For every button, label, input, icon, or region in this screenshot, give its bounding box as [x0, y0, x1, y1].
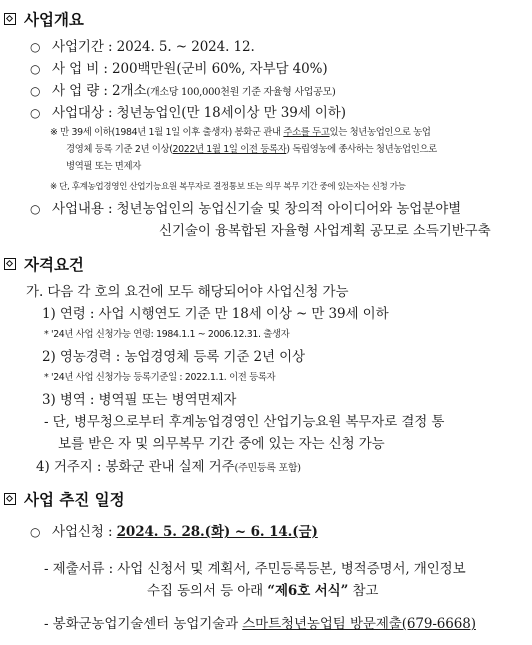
item-text: 사 업 량 : 2개소	[52, 83, 147, 99]
qualification-intro	[26, 280, 348, 300]
submit-office: 스마트청년농업팀 방문제출(679-6668)	[242, 616, 476, 632]
schedule-documents	[44, 557, 466, 577]
item-text: 2) 영농경력 : 농업경영체 등록 기준 2년 이상	[42, 349, 305, 365]
apply-date: 2024. 5. 28.(화) ~ 6. 14.(금)	[116, 524, 318, 540]
item-text: 사업기간 : 2024. 5. ~ 2024. 12.	[52, 39, 255, 55]
item-text: 3) 병역 : 병역필 또는 병역면제자	[42, 392, 237, 408]
circle-bullet-icon: ○	[30, 525, 41, 539]
note-text: 있는 청년농업인으로 농업	[329, 127, 431, 138]
qualification-age	[42, 302, 389, 322]
circle-bullet-icon: ○	[30, 202, 41, 216]
qualification-military	[42, 388, 236, 408]
item-text: 4) 거주지 : 봉화군 관내 실제 거주	[36, 459, 235, 475]
item-text: 사업내용 : 청년농업인의 농업신기술 및 창의적 아이디어와 농업분야별	[52, 201, 462, 217]
section-heading-qualification	[4, 253, 84, 275]
note-text: * '24년 사업 신청가능 연령: 1984.1.1 ~ 2006.12.31. 출생자	[44, 329, 290, 340]
item-text: - 제출서류 : 사업 신청서 및 계획서, 주민등록등본, 병적증명서, 개인정보	[44, 561, 466, 577]
qualification-military-exception	[44, 410, 444, 430]
list-item-budget	[30, 57, 328, 77]
item-text: 사업대상 : 청년농업인(만 18세이상 만 39세 이하)	[52, 105, 346, 121]
section-heading-schedule	[4, 488, 125, 510]
schedule-apply	[30, 520, 318, 540]
section-title: 자격요건	[24, 256, 84, 274]
note-underline: 주소를 두고	[283, 127, 330, 138]
form-reference: “제6호 서식”	[267, 583, 349, 599]
note-text: ) 독립영농에 종사하는 청년농업인으로	[286, 144, 437, 155]
item-text: 보를 받은 자 및 의무복무 기간 중에 있는 자는 신청 가능	[58, 436, 385, 452]
item-text: 가. 다음 각 호의 요건에 모두 해당되어야 사업신청 가능	[26, 284, 349, 300]
item-text: 참고	[348, 583, 379, 599]
schedule-submit	[44, 612, 476, 632]
note-text: * '24년 사업 신청가능 등록기준일 : 2022.1.1. 이전 등록자	[44, 372, 276, 383]
circle-bullet-icon: ○	[30, 62, 41, 76]
list-item-content-cont	[159, 219, 491, 239]
note-eligibility-line2	[66, 141, 437, 155]
list-item-target	[30, 101, 346, 121]
note-text: 경영체 등록 기준 2년 이상(	[66, 144, 173, 155]
qualification-residence	[36, 455, 301, 475]
note-text: ※ 만 39세 이하(1984년 1월 1일 이후 출생자) 봉화군 관내	[50, 127, 284, 138]
item-text: 1) 연령 : 사업 시행연도 기준 만 18세 이상 ~ 만 39세 이하	[42, 306, 389, 322]
note-text: ※ 단, 후계농업경영인 산업기능요원 복무자로 결정통보 또는 의무 복무 기간 중에 있는자는 신청 가능	[50, 182, 406, 192]
note-underline: 2022년 1월 1일 이전 등록자	[172, 144, 287, 155]
item-text: 사 업 비 : 200백만원(군비 60%, 자부담 40%)	[52, 61, 328, 77]
square-diamond-icon	[4, 493, 16, 505]
section-title: 사업개요	[24, 11, 84, 29]
note-exception	[50, 180, 406, 192]
circle-bullet-icon: ○	[30, 84, 41, 98]
qualification-career	[42, 345, 305, 365]
square-diamond-icon	[4, 13, 16, 25]
item-text: 수집 동의서 등 아래	[147, 583, 268, 599]
list-item-quantity	[30, 79, 335, 99]
circle-bullet-icon: ○	[30, 106, 41, 120]
qualification-career-note	[44, 369, 275, 383]
section-heading-overview	[4, 8, 84, 30]
list-item-period	[30, 35, 255, 55]
note-text: 병역필 또는 면제자	[66, 161, 141, 172]
circle-bullet-icon: ○	[30, 40, 41, 54]
item-subtext: (주민등록 포함)	[234, 463, 301, 474]
item-text: 사업신청 :	[52, 524, 117, 540]
section-title: 사업 추진 일정	[24, 491, 125, 509]
note-eligibility-line1	[50, 124, 431, 138]
item-text: - 봉화군농업기술센터 농업기술과	[44, 616, 243, 632]
qualification-military-exception-cont	[58, 432, 385, 452]
note-eligibility-line3	[66, 158, 141, 172]
schedule-documents-cont	[147, 579, 378, 599]
qualification-age-note	[44, 326, 289, 340]
square-diamond-icon	[4, 258, 16, 270]
item-text: 신기술이 융복합된 자율형 사업계획 공모로 소득기반구축	[159, 223, 491, 239]
item-subtext: (개소당 100,000천원 기준 자율형 사업공모)	[146, 87, 336, 98]
item-text: - 단, 병무청으로부터 후계농업경영인 산업기능요원 복무자로 결정 통	[44, 414, 445, 430]
list-item-content	[30, 197, 461, 217]
